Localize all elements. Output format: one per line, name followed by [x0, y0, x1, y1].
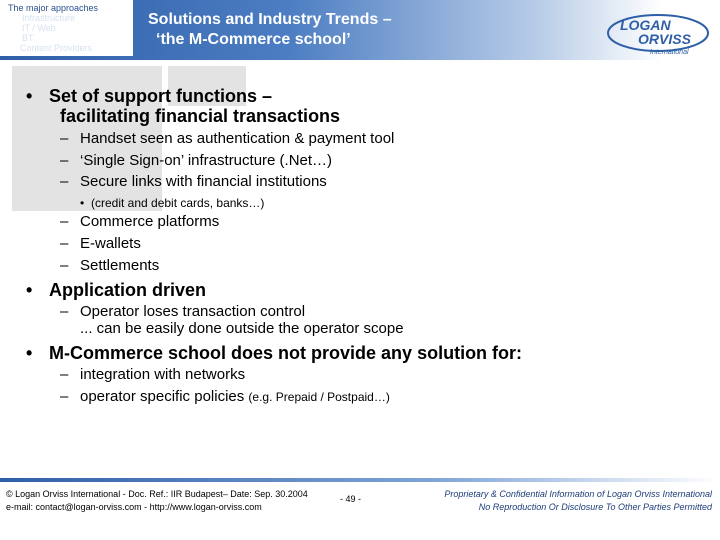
logo-text-orviss: ORVISS [638, 31, 691, 47]
dash-marker: – [60, 235, 69, 252]
item-single-sign-on: ‘Single Sign-on’ infrastructure (.Net…) [80, 152, 333, 169]
item-operator-loses-control-cont: ... can be easily done outside the operator scope [80, 320, 404, 337]
bullet-marker: • [26, 343, 33, 363]
item-handset-auth: Handset seen as authentication & payment tool [80, 130, 395, 147]
item-operator-policies-main: operator specific policies [80, 388, 249, 405]
slide-title-line2: ‘the M-Commerce school’ [156, 31, 351, 48]
footer-contact[interactable]: e-mail: contact@logan-orviss.com - http://www.logan-orviss.com [6, 502, 262, 512]
footer-divider [0, 478, 720, 482]
page-number: - 49 - [340, 494, 362, 504]
dash-marker: – [60, 152, 69, 169]
footer [0, 478, 720, 540]
logo-text-logan: LOGAN [620, 17, 671, 33]
nav-item-content-providers[interactable]: Content Providers [20, 43, 93, 53]
dash-marker: – [60, 366, 69, 383]
dash-marker: – [60, 130, 69, 147]
dash-marker: – [60, 173, 69, 190]
item-operator-policies [80, 388, 390, 405]
item-integration-networks: integration with networks [80, 366, 246, 383]
bullet-application-driven: Application driven [49, 280, 207, 300]
item-e-wallets: E-wallets [80, 235, 141, 252]
footer-proprietary: Proprietary & Confidential Information of Logan Orviss International [444, 489, 712, 499]
nav-item-bt[interactable]: BT [22, 33, 34, 43]
item-settlements: Settlements [80, 257, 160, 274]
sub-bullet-marker: • [80, 196, 85, 210]
nav-item-it-web[interactable]: IT / Web [22, 23, 56, 33]
dash-marker: – [60, 257, 69, 274]
footer-left [6, 488, 308, 514]
nav-item-infrastructure[interactable]: Infrastructure [22, 13, 76, 23]
item-secure-links: Secure links with financial institutions [80, 173, 327, 190]
footer-no-reproduction: No Reproduction Or Disclosure To Other Parties Permitted [478, 502, 712, 512]
item-credit-debit-cards: (credit and debit cards, banks…) [91, 196, 265, 210]
item-commerce-platforms: Commerce platforms [80, 213, 220, 230]
nav-item-major-approaches[interactable]: The major approaches [8, 3, 99, 13]
dash-marker: – [60, 303, 69, 320]
bullet-support-functions: Set of support functions – [49, 86, 272, 106]
dash-marker: – [60, 388, 69, 405]
slide-title-line1: Solutions and Industry Trends – [148, 11, 392, 28]
footer-copyright: © Logan Orviss International - Doc. Ref.: IIR Budapest– Date: Sep. 30.2004 [6, 489, 308, 499]
bullet-marker: • [26, 86, 33, 106]
footer-right [444, 488, 712, 514]
bullet-support-functions-cont: facilitating financial transactions [60, 106, 341, 126]
item-operator-policies-example: (e.g. Prepaid / Postpaid…) [248, 390, 390, 404]
bullet-marker: • [26, 280, 33, 300]
logo-text-international: International [650, 49, 689, 56]
dash-marker: – [60, 213, 69, 230]
bullet-m-commerce-school: M-Commerce school does not provide any solution for: [49, 343, 523, 363]
item-operator-loses-control: Operator loses transaction control [80, 303, 306, 320]
